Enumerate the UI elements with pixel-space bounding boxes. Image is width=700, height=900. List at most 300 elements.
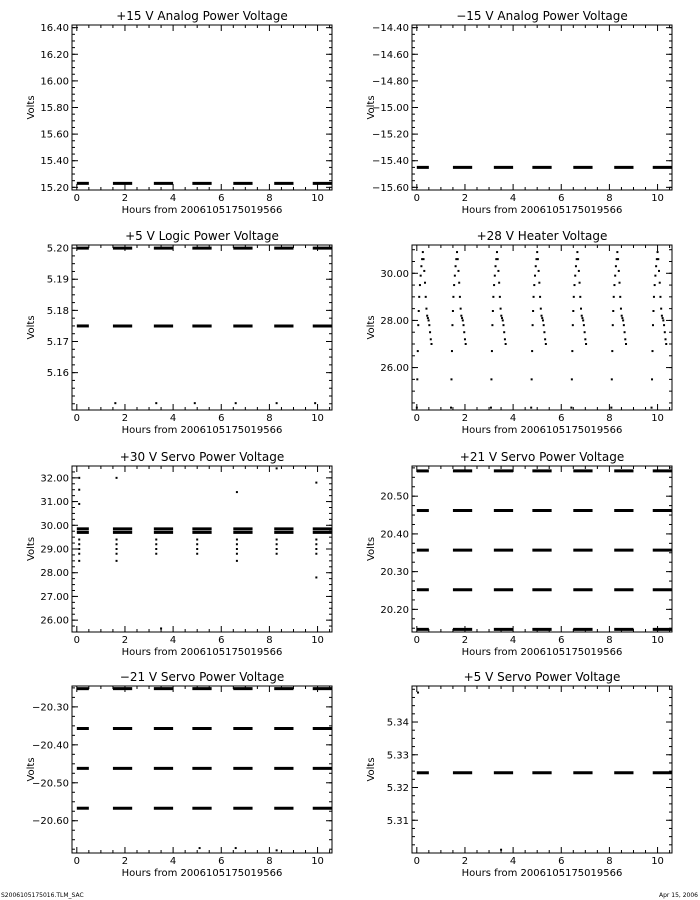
data-point [490,407,492,409]
data-point [664,331,666,333]
data-point [463,331,465,333]
data-point [614,275,616,277]
data-point [537,258,539,260]
data-point [658,270,660,272]
data-point [155,402,157,404]
y-tick-label: 20.30 [380,567,409,579]
data-point [78,548,80,550]
data-point [662,319,664,321]
chart-title: +28 V Heater Voltage [476,229,608,243]
x-tick-label: 2 [461,856,469,867]
chart-title: +21 V Servo Power Voltage [459,450,625,464]
data-point [194,402,196,404]
data-point [499,296,501,298]
plot-frame [412,245,672,410]
data-point [652,310,654,312]
data-point [78,553,80,555]
data-point [570,407,572,409]
data-point [584,331,586,333]
data-point [617,258,619,260]
data-point [503,331,505,333]
x-tick-label: 10 [651,856,664,867]
x-tick-label: 0 [73,856,81,867]
data-point [423,270,425,272]
data-point [611,378,613,380]
x-tick-label: 4 [169,413,177,424]
data-point [653,296,655,298]
data-point [584,338,586,340]
x-tick-label: 2 [121,635,129,646]
y-tick-label: −15.60 [371,182,409,194]
x-tick-label: 0 [413,856,421,867]
x-tick-label: 2 [461,413,469,424]
data-point [420,265,422,267]
data-point [585,343,587,345]
data-point [541,317,543,319]
data-point [531,350,533,352]
y-tick-label: −14.80 [371,76,409,88]
y-tick-label: 29.00 [40,544,69,556]
data-point [465,343,467,345]
data-point [662,317,664,319]
y-tick-label: −14.40 [371,23,409,35]
data-point [420,275,422,277]
data-point [533,284,535,286]
plot-frame [72,466,332,632]
data-point [500,315,502,317]
x-tick-label: 0 [73,193,81,204]
data-point [543,324,545,326]
y-axis-label: Volts [366,757,377,782]
data-point [460,315,462,317]
y-tick-label: 15.40 [40,156,69,168]
data-point [530,407,532,409]
data-point [535,265,537,267]
x-axis-label: Hours from 2006105175019566 [461,205,623,216]
data-point [575,265,577,267]
x-tick-label: 6 [218,413,225,424]
x-axis-label: Hours from 2006105175019566 [121,647,283,658]
data-point [580,308,582,310]
footer-date: Apr 15, 2006 [658,892,698,899]
data-point [116,477,118,479]
x-tick-label: 10 [311,413,324,424]
x-tick-label: 4 [509,635,517,646]
data-point [116,553,118,555]
x-tick-label: 10 [311,856,324,867]
x-axis-label: Hours from 2006105175019566 [461,425,623,436]
data-point [78,539,80,541]
data-point [460,308,462,310]
y-tick-label: −20.30 [31,702,69,714]
data-point [571,378,573,380]
data-point [235,847,237,849]
data-point [623,324,625,326]
data-point [579,282,581,284]
data-point [542,319,544,321]
data-point [418,310,420,312]
data-point [660,308,662,310]
y-tick-label: 5.33 [386,750,409,762]
data-point [425,296,427,298]
x-tick-label: 2 [121,193,129,204]
data-point [543,331,545,333]
y-tick-label: 20.20 [380,604,409,616]
data-point [235,402,237,404]
data-point [541,315,543,317]
x-tick-label: 6 [558,193,565,204]
data-point [315,482,317,484]
data-point [655,265,657,267]
y-tick-label: 20.40 [380,529,409,541]
data-point [425,308,427,310]
data-point [500,308,502,310]
data-point [502,324,504,326]
data-point [624,331,626,333]
y-tick-label: 5.32 [386,783,409,795]
data-point [652,350,654,352]
y-tick-label: 20.50 [380,491,409,503]
y-axis-label: Volts [26,536,37,562]
plot-frame [72,25,332,190]
x-tick-label: 10 [311,635,324,646]
chart-panel-3 [26,229,332,436]
data-marks [77,689,332,852]
data-point [572,324,574,326]
data-point [613,284,615,286]
plot-frame [412,25,672,190]
x-tick-label: 0 [413,193,421,204]
data-point [155,539,157,541]
data-point [531,378,533,380]
data-point [453,284,455,286]
data-point [621,317,623,319]
x-tick-label: 6 [218,635,225,646]
data-point [492,310,494,312]
data-point [450,407,452,409]
data-point [490,378,492,380]
data-point [654,275,656,277]
data-point [417,350,419,352]
data-point [619,296,621,298]
x-tick-label: 8 [606,413,613,424]
data-point [418,296,420,298]
y-tick-label: 5.18 [46,305,69,317]
y-axis-label: Volts [366,95,377,120]
data-point [574,275,576,277]
x-tick-label: 0 [73,635,81,646]
x-tick-label: 10 [651,635,664,646]
data-point [461,317,463,319]
data-point [314,402,316,404]
x-tick-label: 8 [606,856,613,867]
data-point [659,282,661,284]
data-point [577,258,579,260]
x-tick-label: 0 [73,413,81,424]
x-axis-label: Hours from 2006105175019566 [461,647,623,658]
x-tick-label: 4 [509,193,517,204]
chart-panel-1 [26,9,332,216]
data-point [497,270,499,272]
data-point [492,296,494,298]
data-point [581,315,583,317]
x-tick-label: 10 [311,193,324,204]
x-tick-label: 2 [121,413,129,424]
data-point [424,282,426,284]
data-point [422,251,424,253]
data-point [571,350,573,352]
data-point [612,324,614,326]
data-point [539,296,541,298]
x-axis-label: Hours from 2006105175019566 [461,868,623,879]
y-tick-label: 15.80 [40,103,69,114]
data-point [532,310,534,312]
data-point [533,296,535,298]
y-tick-label: 5.17 [46,337,69,349]
x-tick-label: 6 [558,856,565,867]
chart-title: +5 V Logic Power Voltage [125,229,279,243]
data-point [458,282,460,284]
data-point [452,310,454,312]
data-point [155,548,157,550]
data-point [582,319,584,321]
y-tick-label: 15.60 [40,129,69,141]
data-point [116,560,118,562]
x-tick-label: 6 [558,413,565,424]
data-point [491,324,493,326]
data-point [621,315,623,317]
chart-panel-6 [366,450,672,658]
data-point [652,324,654,326]
y-tick-label: 16.20 [40,49,69,61]
data-point [416,407,418,409]
data-point [615,265,617,267]
data-point [236,560,238,562]
data-point [534,275,536,277]
x-tick-label: 2 [461,635,469,646]
x-axis-label: Hours from 2006105175019566 [121,425,283,436]
data-point [417,324,419,326]
y-tick-label: −15.00 [371,103,409,114]
y-tick-label: 5.19 [46,274,69,286]
data-point [491,350,493,352]
data-point [315,553,317,555]
data-point [196,553,198,555]
data-point [430,338,432,340]
data-point [496,251,498,253]
x-axis-label: Hours from 2006105175019566 [121,205,283,216]
y-tick-label: 28.00 [380,315,409,327]
data-point [611,350,613,352]
data-marks [417,471,672,629]
data-marks [77,248,332,404]
data-point [624,338,626,340]
x-tick-label: 8 [606,193,613,204]
data-point [578,270,580,272]
data-point [618,270,620,272]
y-tick-label: 15.20 [40,182,69,194]
x-axis-label: Hours from 2006105175019566 [121,868,283,879]
chart-panel-2 [366,9,672,216]
data-point [573,296,575,298]
x-tick-label: 4 [509,856,517,867]
data-point [315,539,317,541]
y-axis-label: Volts [366,315,377,340]
y-tick-label: 16.40 [40,23,69,35]
data-point [657,258,659,260]
data-marks [416,251,667,409]
y-tick-label: 16.00 [40,76,69,88]
x-tick-label: 8 [266,193,273,204]
y-tick-label: 27.00 [40,591,69,603]
y-axis-label: Volts [26,757,37,782]
y-tick-label: −14.60 [371,49,409,61]
chart-title: −15 V Analog Power Voltage [456,9,628,23]
y-tick-label: −15.40 [371,156,409,168]
data-point [417,692,419,694]
data-point [276,849,278,851]
x-tick-label: 4 [169,856,177,867]
data-point [620,308,622,310]
y-tick-label: 5.20 [46,243,69,255]
data-point [116,543,118,545]
data-point [315,543,317,545]
data-point [504,338,506,340]
x-tick-label: 10 [651,413,664,424]
data-point [196,548,198,550]
data-point [427,317,429,319]
data-point [463,324,465,326]
data-point [502,319,504,321]
data-point [419,284,421,286]
data-point [501,317,503,319]
chart-title: +15 V Analog Power Voltage [116,9,288,23]
data-point [78,543,80,545]
data-point [612,310,614,312]
data-point [78,560,80,562]
data-point [431,343,433,345]
data-point [538,282,540,284]
y-tick-label: 26.00 [380,363,409,375]
data-point [659,296,661,298]
x-tick-label: 4 [509,413,517,424]
data-point [276,543,278,545]
data-point [583,324,585,326]
data-point [545,343,547,345]
data-point [236,553,238,555]
x-tick-label: 2 [121,856,129,867]
y-tick-label: 31.00 [40,497,69,509]
y-tick-label: −20.40 [31,740,69,752]
data-point [116,548,118,550]
data-point [505,343,507,345]
data-point [661,315,663,317]
data-point [651,407,653,409]
data-point [452,296,454,298]
data-point [500,849,502,851]
data-point [455,265,457,267]
data-point [497,258,499,260]
chart-panel-4 [366,229,672,436]
data-point [450,378,452,380]
data-point [574,284,576,286]
chart-title: −21 V Servo Power Voltage [119,670,285,684]
data-point [498,282,500,284]
data-point [236,491,238,493]
y-axis-label: Volts [26,95,37,120]
x-tick-label: 4 [169,635,177,646]
data-point [114,402,116,404]
data-point [423,258,425,260]
plot-frame [72,245,332,410]
data-point [579,296,581,298]
chart-title: +5 V Servo Power Voltage [463,670,621,684]
chart-title: +30 V Servo Power Voltage [119,450,285,464]
x-tick-label: 6 [218,193,225,204]
data-point [654,284,656,286]
data-point [315,576,317,578]
data-point [78,503,80,505]
y-axis-label: Volts [26,315,37,340]
data-point [622,319,624,321]
y-tick-label: −20.60 [31,816,69,828]
y-axis-label: Volts [366,536,377,562]
data-marks [77,467,332,629]
x-tick-label: 0 [413,413,421,424]
chart-panel-8 [366,670,672,879]
data-point [495,265,497,267]
data-point [493,284,495,286]
x-tick-label: 8 [266,856,273,867]
data-point [155,553,157,555]
data-point [454,275,456,277]
data-point [610,407,612,409]
data-point [572,310,574,312]
y-tick-label: 26.00 [40,615,69,627]
data-point [538,270,540,272]
data-point [416,378,418,380]
data-point [651,378,653,380]
data-point [456,251,458,253]
x-tick-label: 0 [413,635,421,646]
data-point [625,343,627,345]
x-tick-label: 6 [558,635,565,646]
y-tick-label: 30.00 [380,268,409,280]
data-point [236,548,238,550]
data-point [544,338,546,340]
data-point [451,350,453,352]
data-point [155,543,157,545]
data-point [429,331,431,333]
data-point [451,324,453,326]
data-point [462,319,464,321]
data-point [276,553,278,555]
data-point [576,251,578,253]
y-tick-label: −20.50 [31,778,69,790]
y-tick-label: 32.00 [40,473,69,485]
data-point [426,315,428,317]
y-tick-label: 5.34 [386,717,409,729]
data-point [457,270,459,272]
data-point [494,275,496,277]
data-point [616,251,618,253]
y-tick-label: 5.16 [46,368,69,380]
data-point [236,543,238,545]
x-tick-label: 2 [461,193,469,204]
x-tick-label: 10 [651,193,664,204]
data-point [613,296,615,298]
data-point [276,548,278,550]
